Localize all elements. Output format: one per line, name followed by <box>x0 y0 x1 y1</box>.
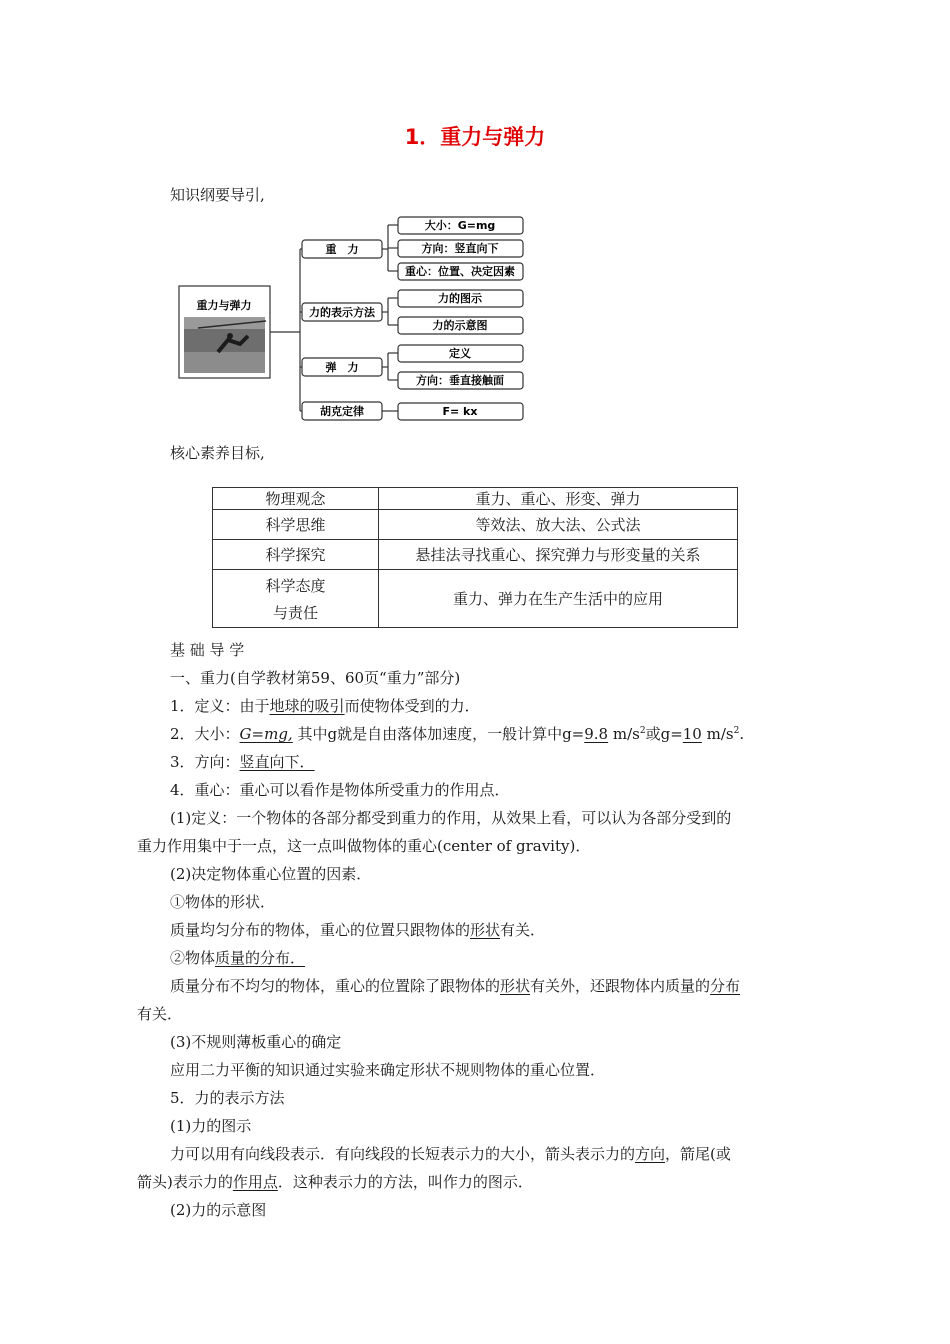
table-cell-line: 科学态度 <box>265 576 326 595</box>
outline-label: 知识纲要导引, <box>170 186 265 204</box>
pole-vault-photo <box>184 317 266 373</box>
cg-definition-line-2: 重力作用集中于一点，这一点叫做物体的重心(center of gravity)． <box>137 837 591 855</box>
force-representation-line: 5．力的表示方法 <box>170 1089 285 1107</box>
table-row <box>213 570 738 628</box>
mindmap-root-label: 重力与弹力 <box>196 299 252 312</box>
table-cell: 等效法、放大法、公式法 <box>379 510 738 540</box>
factor-mass-line: ②物体质量的分布． <box>170 949 306 967</box>
table-cell <box>213 570 379 628</box>
factor-mass-text: 质量分布不均匀的物体，重心的位置除了跟物体的形状有关外，还跟物体内质量的分布 <box>170 977 741 995</box>
mindmap-leaf-label: 重心：位置、决定因素 <box>405 265 515 278</box>
irregular-plate-text: 应用二力平衡的知识通过实验来确定形状不规则物体的重心位置． <box>170 1061 606 1079</box>
table-row <box>213 510 738 540</box>
mindmap-leaf-label: 方向：竖直向下 <box>421 242 499 255</box>
factor-shape-text: 质量均匀分布的物体，重心的位置只跟物体的形状有关． <box>170 921 546 939</box>
table-row <box>213 488 738 510</box>
mindmap-branch-label: 力的表示方法 <box>309 306 375 319</box>
mindmap-leaf-label: 大小：G=mg <box>424 219 496 232</box>
goals-label: 核心素养目标, <box>170 444 265 462</box>
force-diagram-text-2: 箭头)表示力的作用点．这种表示力的方法，叫作力的图示． <box>137 1173 533 1191</box>
goals-table <box>212 487 738 628</box>
mindmap-leaf-label: 定义 <box>449 347 471 360</box>
center-of-gravity-line: 4．重心：重心可以看作是物体所受重力的作用点． <box>170 781 510 799</box>
knowledge-mindmap <box>178 212 528 427</box>
table-cell: 科学探究 <box>213 540 379 570</box>
page-title: 1．重力与弹力 <box>404 125 546 149</box>
table-cell: 科学思维 <box>213 510 379 540</box>
table-cell: 物理观念 <box>213 488 379 510</box>
force-diagram-text: 力可以用有向线段表示．有向线段的长短表示力的大小，箭头表示力的方向，箭尾(或 <box>170 1145 731 1163</box>
table-cell: 重力、弹力在生产生活中的应用 <box>379 570 738 628</box>
factor-mass-text-2: 有关． <box>137 1005 183 1023</box>
irregular-plate-line: (3)不规则薄板重心的确定 <box>170 1033 342 1051</box>
mindmap-leaf-label: 方向：垂直接触面 <box>416 374 504 387</box>
table-cell-line: 与责任 <box>272 603 318 622</box>
factor-shape-line: ①物体的形状． <box>170 893 276 911</box>
mindmap-leaf-label: F= kx <box>442 405 478 418</box>
mindmap-branch-label: 胡克定律 <box>320 405 364 418</box>
section-heading: 基 础 导 学 <box>170 641 245 659</box>
part-heading: 一、重力(自学教材第59、60页“重力”部分) <box>170 669 461 687</box>
mindmap-branch-label: 弹 力 <box>325 361 359 374</box>
table-cell: 悬挂法寻找重心、探究弹力与形变量的关系 <box>379 540 738 570</box>
mindmap-leaf-label: 力的图示 <box>438 292 482 305</box>
force-diagram-heading: (1)力的图示 <box>170 1117 252 1135</box>
force-sketch-heading: (2)力的示意图 <box>170 1201 267 1219</box>
cg-definition-line: (1)定义：一个物体的各部分都受到重力的作用，从效果上看，可以认为各部分受到的 <box>170 809 732 827</box>
table-cell: 重力、重心、形变、弹力 <box>379 488 738 510</box>
cg-factors-line: (2)决定物体重心位置的因素． <box>170 865 372 883</box>
direction-line: 3．方向：竖直向下． <box>170 753 315 771</box>
mindmap-branch-label: 重 力 <box>325 243 359 256</box>
table-row <box>213 540 738 570</box>
magnitude-line: 2．大小：G=mg, 其中g就是自由落体加速度，一般计算中g=9.8 $m/s^2$或g=10 $m/s^2$. <box>170 725 745 743</box>
mindmap-leaf-label: 力的示意图 <box>432 319 488 332</box>
definition-line: 1．定义：由于地球的吸引而使物体受到的力． <box>170 697 480 715</box>
